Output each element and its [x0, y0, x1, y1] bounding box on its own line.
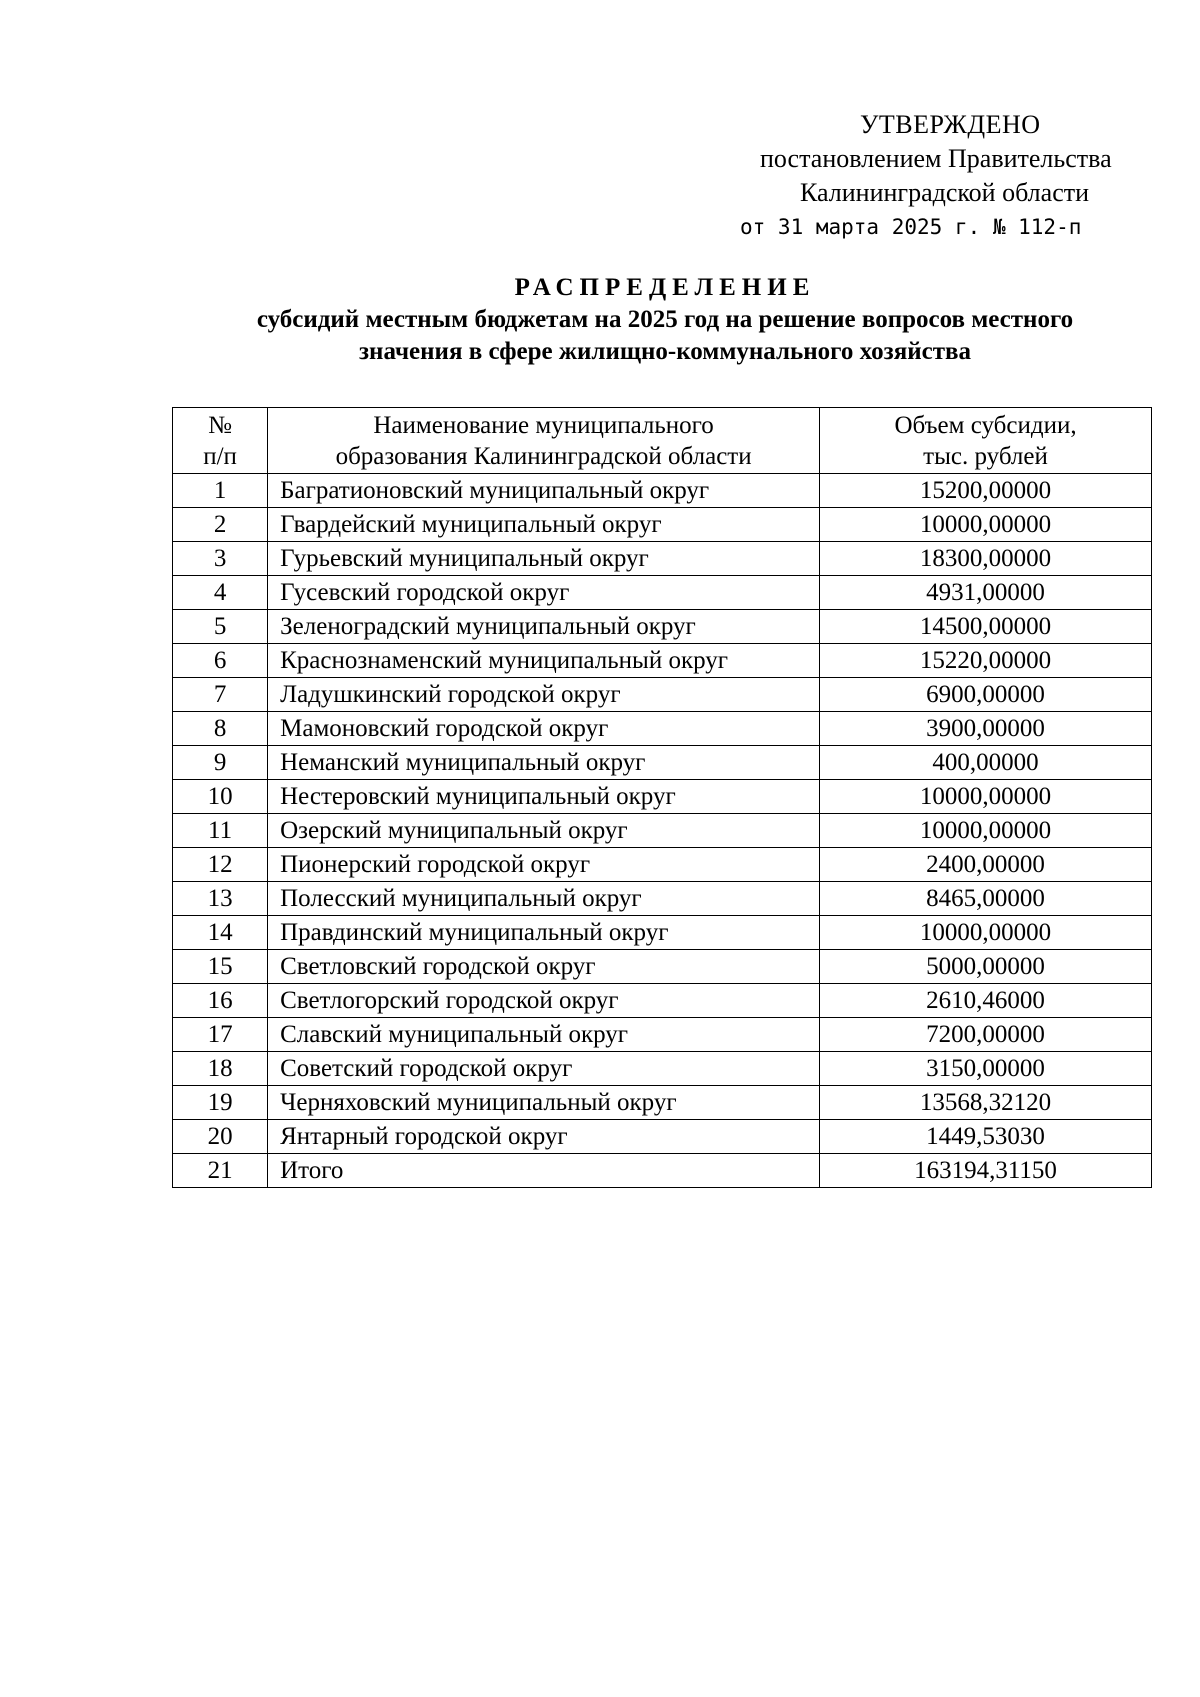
row-municipality: Славский муниципальный округ	[268, 1018, 820, 1052]
row-municipality: Ладушкинский городской округ	[268, 678, 820, 712]
row-amount: 5000,00000	[820, 950, 1152, 984]
row-municipality: Багратионовский муниципальный округ	[268, 474, 820, 508]
row-number: 20	[173, 1120, 268, 1154]
table-row	[173, 746, 1152, 780]
row-municipality: Нестеровский муниципальный округ	[268, 780, 820, 814]
table-row	[173, 950, 1152, 984]
row-number: 8	[173, 712, 268, 746]
table-body	[173, 474, 1152, 1188]
row-number: 15	[173, 950, 268, 984]
header-municipality-line1: Наименование муниципального	[373, 411, 714, 439]
row-municipality: Пионерский городской округ	[268, 848, 820, 882]
row-amount: 15200,00000	[820, 474, 1152, 508]
table-row	[173, 644, 1152, 678]
row-amount: 3150,00000	[820, 1052, 1152, 1086]
row-municipality: Краснознаменский муниципальный округ	[268, 644, 820, 678]
row-amount: 10000,00000	[820, 508, 1152, 542]
row-municipality: Гурьевский муниципальный округ	[268, 542, 820, 576]
document-heading	[160, 272, 1170, 368]
table-row	[173, 712, 1152, 746]
table-row	[173, 508, 1152, 542]
table-row	[173, 542, 1152, 576]
approval-region: Калининградской области	[800, 178, 1090, 207]
table-row	[173, 848, 1152, 882]
table-row	[173, 474, 1152, 508]
table-row	[173, 916, 1152, 950]
header-amount	[820, 408, 1152, 474]
row-number: 21	[173, 1154, 268, 1188]
row-number: 6	[173, 644, 268, 678]
approval-title: УТВЕРЖДЕНО	[860, 110, 1041, 139]
header-municipality	[268, 408, 820, 474]
table-row	[173, 1018, 1152, 1052]
table-row	[173, 576, 1152, 610]
approval-authority: постановлением Правительства	[760, 144, 1112, 173]
row-municipality: Полесский муниципальный округ	[268, 882, 820, 916]
header-amount-line1: Объем субсидии,	[894, 411, 1077, 439]
table-row	[173, 1052, 1152, 1086]
row-number: 18	[173, 1052, 268, 1086]
row-number: 12	[173, 848, 268, 882]
header-number	[173, 408, 268, 474]
header-amount-line2: тыс. рублей	[923, 442, 1048, 470]
row-amount: 10000,00000	[820, 780, 1152, 814]
row-amount: 10000,00000	[820, 916, 1152, 950]
approval-date-number: от 31 марта 2025 г. № 112-п	[740, 215, 1082, 239]
document-subtitle-line2: значения в сфере жилищно-коммунального хозяйства	[359, 338, 971, 365]
table-row	[173, 678, 1152, 712]
header-municipality-line2: образования Калининградской области	[335, 442, 752, 470]
row-municipality: Зеленоградский муниципальный округ	[268, 610, 820, 644]
row-amount: 7200,00000	[820, 1018, 1152, 1052]
table-row	[173, 780, 1152, 814]
row-municipality: Итого	[268, 1154, 820, 1188]
row-amount: 2400,00000	[820, 848, 1152, 882]
row-amount: 2610,46000	[820, 984, 1152, 1018]
table-row	[173, 610, 1152, 644]
table-row	[173, 1154, 1152, 1188]
row-number: 4	[173, 576, 268, 610]
row-municipality: Правдинский муниципальный округ	[268, 916, 820, 950]
row-number: 2	[173, 508, 268, 542]
table-row	[173, 984, 1152, 1018]
row-amount: 13568,32120	[820, 1086, 1152, 1120]
row-number: 7	[173, 678, 268, 712]
row-amount: 18300,00000	[820, 542, 1152, 576]
row-amount: 163194,31150	[820, 1154, 1152, 1188]
row-number: 16	[173, 984, 268, 1018]
table-row	[173, 814, 1152, 848]
row-number: 11	[173, 814, 268, 848]
row-municipality: Советский городской округ	[268, 1052, 820, 1086]
header-number-line1: №	[208, 411, 232, 439]
row-amount: 15220,00000	[820, 644, 1152, 678]
row-number: 1	[173, 474, 268, 508]
row-number: 13	[173, 882, 268, 916]
row-number: 10	[173, 780, 268, 814]
table-row	[173, 1086, 1152, 1120]
row-amount: 1449,53030	[820, 1120, 1152, 1154]
table-row	[173, 1120, 1152, 1154]
distribution-table	[172, 407, 1152, 1188]
row-amount: 6900,00000	[820, 678, 1152, 712]
row-municipality: Гусевский городской округ	[268, 576, 820, 610]
row-number: 19	[173, 1086, 268, 1120]
row-municipality: Неманский муниципальный округ	[268, 746, 820, 780]
row-municipality: Светлогорский городской округ	[268, 984, 820, 1018]
row-number: 5	[173, 610, 268, 644]
row-amount: 3900,00000	[820, 712, 1152, 746]
row-municipality: Озерский муниципальный округ	[268, 814, 820, 848]
row-amount: 400,00000	[820, 746, 1152, 780]
row-number: 9	[173, 746, 268, 780]
document-title: РАСПРЕДЕЛЕНИЕ	[514, 274, 816, 301]
approval-stamp	[720, 108, 1160, 244]
row-municipality: Светловский городской округ	[268, 950, 820, 984]
header-number-line2: п/п	[203, 442, 237, 470]
row-number: 17	[173, 1018, 268, 1052]
document-subtitle-line1: субсидий местным бюджетам на 2025 год на решение вопросов местного	[256, 306, 1074, 333]
row-municipality: Янтарный городской округ	[268, 1120, 820, 1154]
row-number: 14	[173, 916, 268, 950]
row-amount: 10000,00000	[820, 814, 1152, 848]
row-amount: 14500,00000	[820, 610, 1152, 644]
row-municipality: Черняховский муниципальный округ	[268, 1086, 820, 1120]
row-amount: 4931,00000	[820, 576, 1152, 610]
table-header-row	[173, 408, 1152, 474]
row-amount: 8465,00000	[820, 882, 1152, 916]
row-municipality: Гвардейский муниципальный округ	[268, 508, 820, 542]
row-number: 3	[173, 542, 268, 576]
row-municipality: Мамоновский городской округ	[268, 712, 820, 746]
table-row	[173, 882, 1152, 916]
